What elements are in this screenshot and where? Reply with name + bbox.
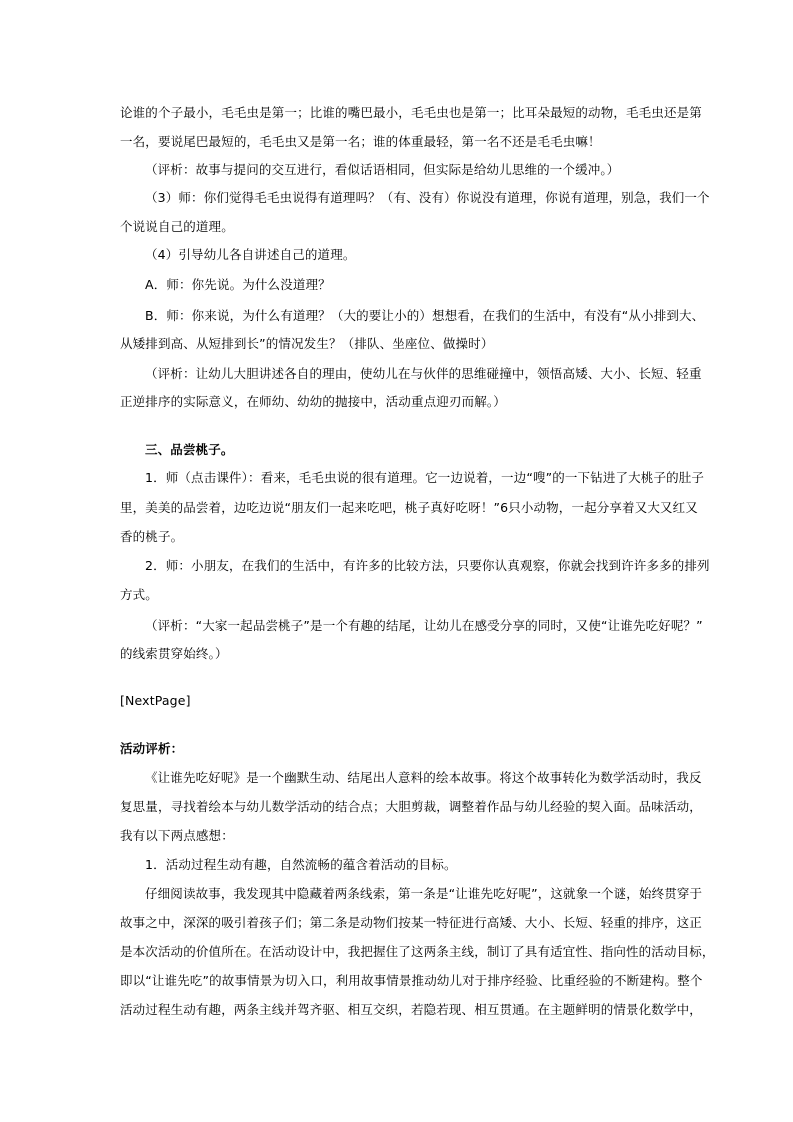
next-page-marker: [NextPage] <box>120 693 191 708</box>
commentary-line: （评析：让幼儿大胆讲述各自的理由，使幼儿在与伙伴的思维碰撞中，领悟高矮、大小、长短、轻重 <box>145 366 702 381</box>
commentary-line: 正逆排序的实际意义，在师幼、幼幼的抛接中，活动重点迎刃而解。） <box>120 394 506 409</box>
paragraph-line: 复思量，寻找着绘本与幼儿数学活动的结合点；大胆剪裁，调整着作品与幼儿经验的契入面。品味活动， <box>120 799 702 814</box>
paragraph-line: （4）引导幼儿各自讲述自己的道理。 <box>145 247 356 262</box>
paragraph-line: 2．师：小朋友，在我们的生活中，有许多的比较方法，只要你认真观察，你就会找到许许多多的排列 <box>145 558 710 573</box>
paragraph-line: 即以“让谁先吃”的故事情景为切入口，利用故事情景推动幼儿对于排序经验、比重经验的不断建构。整个 <box>120 973 703 988</box>
commentary-line: （评析：“大家一起品尝桃子”是一个有趣的结尾，让幼儿在感受分享的同时，又使“让谁先吃好呢？” <box>145 618 703 633</box>
paragraph-line: 方式。 <box>120 587 158 602</box>
paragraph-line: 1．师（点击课件）：看来，毛毛虫说的很有道理。它一边说着，一边“嗖”的一下钻进了大桃子的肚子 <box>145 470 705 485</box>
paragraph-line: 我有以下两点感想： <box>120 828 234 843</box>
paragraph-line: 香的桃子。 <box>120 529 184 544</box>
paragraph-line: B．师：你来说，为什么有道理？（大的要让小的）想想看，在我们的生活中，有没有“从小排到大、 <box>145 308 705 323</box>
paragraph-line: 从矮排到高、从短排到长”的情况发生？（排队、坐座位、做操时） <box>120 336 494 351</box>
paragraph-line: 1．活动过程生动有趣，自然流畅的蕴含着活动的目标。 <box>145 857 457 872</box>
paragraph-line: 活动过程生动有趣，两条主线并驾齐驱、相互交织，若隐若现、相互贯通。在主题鲜明的情景化数学中， <box>120 1002 702 1017</box>
section-heading: 活动评析： <box>120 741 184 756</box>
paragraph-line: A．师：你先说。为什么没道理？ <box>145 277 331 292</box>
paragraph-line: 故事之中，深深的吸引着孩子们；第二条是动物们按某一特征进行高矮、大小、长短、轻重的排序，这正 <box>120 915 702 930</box>
paragraph-line: 仔细阅读故事，我发现其中隐藏着两条线索，第一条是“让谁先吃好呢”，这就象一个谜，始终贯穿于 <box>145 886 703 901</box>
commentary-line: （评析：故事与提问的交互进行，看似话语相同，但实际是给幼儿思维的一个缓冲。） <box>145 162 620 177</box>
paragraph-line: （3）师：你们觉得毛毛虫说得有道理吗？（有、没有）你说没有道理，你说有道理，别急，我们一个 <box>145 190 710 205</box>
section-heading: 三、品尝桃子。 <box>145 442 234 457</box>
paragraph-line: 一名，要说尾巴最短的，毛毛虫又是第一名；谁的体重最轻，第一名不还是毛毛虫嘛！ <box>120 134 601 149</box>
commentary-line: 的线索贯穿始终。） <box>120 646 228 661</box>
paragraph-line: 论谁的个子最小，毛毛虫是第一；比谁的嘴巴最小，毛毛虫也是第一；比耳朵最短的动物，毛毛虫还是第 <box>120 105 702 120</box>
paragraph-line: 个说说自己的道理。 <box>120 219 234 234</box>
paragraph-line: 是本次活动的价值所在。在活动设计中，我把握住了这两条主线，制订了具有适宜性、指向性的活动目标， <box>120 944 715 959</box>
paragraph-line: 《让谁先吃好呢》是一个幽默生动、结尾出人意料的绘本故事。将这个故事转化为数学活动时，我反 <box>145 770 702 785</box>
paragraph-line: 里，美美的品尝着，边吃边说“朋友们一起来吃吧，桃子真好吃呀！”6只小动物，一起分享着又大又红又 <box>120 500 698 515</box>
